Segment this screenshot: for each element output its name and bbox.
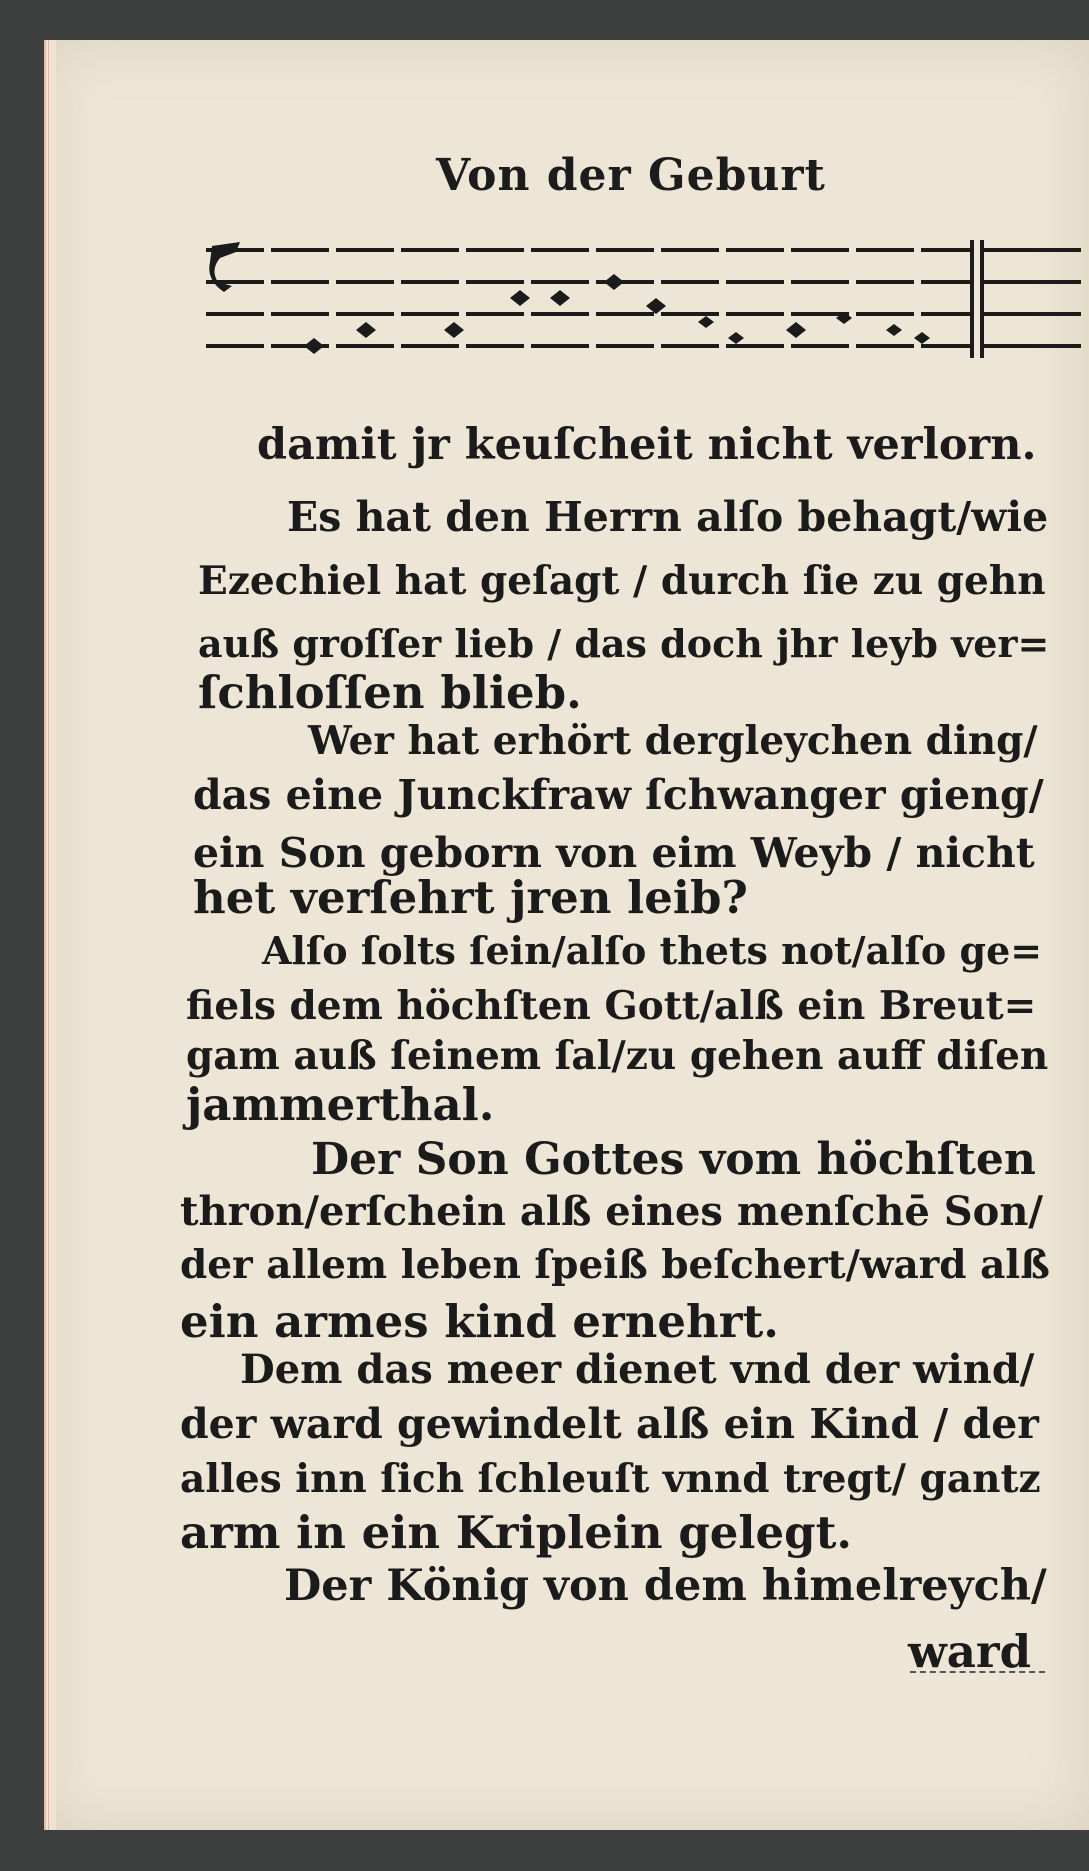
text-line: ſchloſſen blieb.: [198, 666, 582, 719]
text-line: arm in ein Kriplein gelegt.: [180, 1506, 853, 1559]
text-line: Alſo ſolts ſein/alſo thets not/alſo ge=: [262, 928, 1043, 973]
text-line: der allem leben ſpeiß beſchert/ward alß: [180, 1242, 1050, 1288]
text-line: der ward gewindelt alß ein Kind / der: [180, 1400, 1039, 1448]
music-staff: [206, 236, 1086, 386]
text-line: auß groſſer lieb / das doch jhr leyb ver=: [198, 621, 1050, 666]
text-line: Der König von dem himelreych/: [284, 1561, 1047, 1611]
text-line: das eine Junckfraw ſchwanger gieng/: [193, 771, 1044, 819]
text-line: alles inn ſich ſchleuſt vnnd tregt/ gantz: [180, 1456, 1041, 1502]
text-line: ein Son geborn von eim Weyb / nicht: [193, 829, 1035, 877]
text-line: gam auß ſeinem ſal/zu gehen auff diſen: [186, 1033, 1049, 1079]
page-edge: [44, 40, 56, 1830]
text-line: Es hat den Herrn alſo behagt/wie: [287, 493, 1049, 541]
text-line: thron/erſchein alß eines menſchē Son/: [180, 1188, 1044, 1235]
text-line: Der Son Gottes vom höchſten: [311, 1134, 1036, 1185]
catchword-rule: [910, 1671, 1045, 1673]
clef-icon: [209, 242, 240, 292]
text-line: ein armes kind ernehrt.: [180, 1295, 779, 1348]
running-header: Von der Geburt: [436, 150, 826, 201]
text-line: Dem das meer dienet vnd der wind/: [240, 1346, 1035, 1393]
text-line: het verſehrt jren leib?: [193, 871, 748, 924]
catchword: ward: [908, 1625, 1032, 1678]
text-line: Ezechiel hat geſagt / durch ſie zu gehn: [198, 558, 1046, 604]
text-line: fiels dem höchſten Gott/alß ein Breut=: [186, 983, 1037, 1029]
text-line: jammerthal.: [186, 1078, 495, 1131]
text-line: Wer hat erhört dergleychen ding/: [308, 718, 1038, 764]
text-line: damit jr keuſcheit nicht verlorn.: [257, 420, 1037, 470]
